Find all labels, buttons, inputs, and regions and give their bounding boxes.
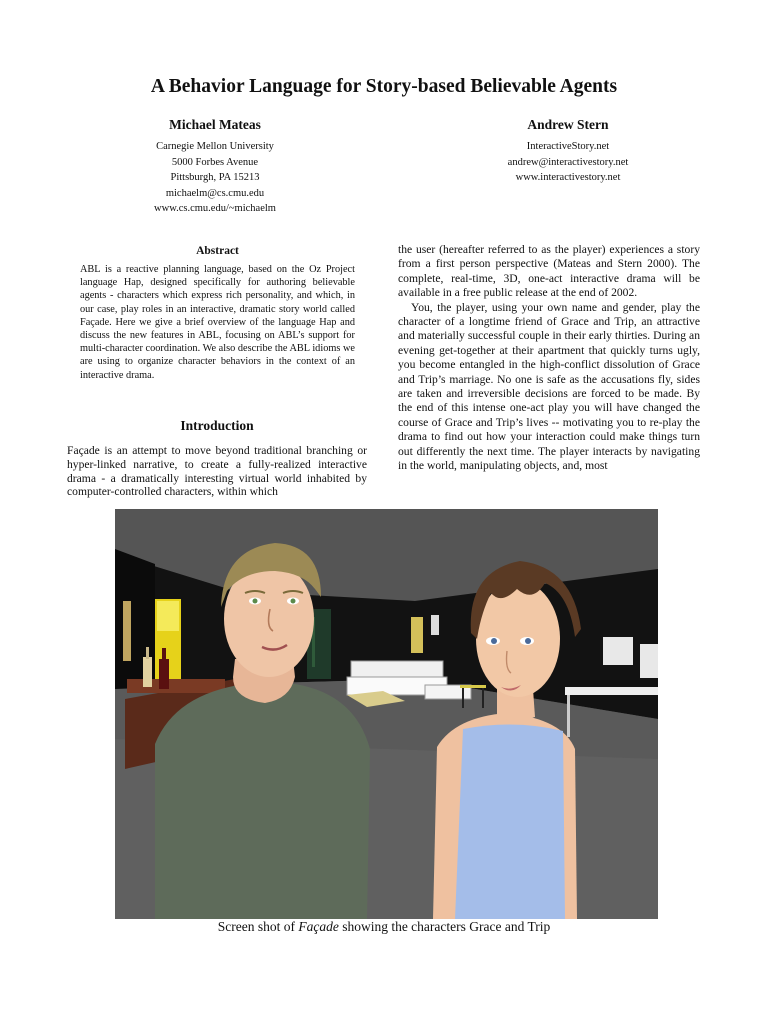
author-block-mateas [110,116,320,217]
abstract-section [80,244,355,382]
introduction-text: Façade is an attempt to move beyond traditional branching or hyper-linked narrative, to create a fully-realized interactive drama - a dramatically interesting virtual world inhabited by computer-controlled characters, within which [67,444,367,499]
right-column-paragraph-2: You, the player, using your own name and gender, play the character of a longtime friend of Grace and Trip, an attractive and materially successful couple in their early thirties. During an evening get-together at their apartment that quickly turns ugly, you become entangled in the high-conflict dissolution of Grace and Trip’s marriage. No one is safe as the accusations fly, sides are taken and irreversible decisions are forced to be made. By the end of this intense one-act play you will have changed the course of Grace and Trip’s lives -- motivating you to re-play the drama to find out how your interaction could make things turn out differently the next time. The player interacts by navigating in the world, manipulating objects, and, most [398,300,700,473]
introduction-heading: Introduction [180,418,254,433]
author-block-stern [458,116,678,186]
facade-scene-illustration [115,509,658,919]
author-affiliation: InteractiveStory.net [526,141,610,152]
author-name: Michael Mateas [169,117,261,132]
right-column-paragraph-1: the user (hereafter referred to as the player) experiences a story from a first person perspective (Mateas and Stern 2000). The complete, real-time, 3D, one-act interactive drama will be available in a free public release at the end of 2002. [398,243,700,300]
author-website: www.interactivestory.net [515,172,621,183]
caption-italic-title: Façade [298,919,339,934]
author-website: www.cs.cmu.edu/~michaelm [154,203,276,214]
author-email: michaelm@cs.cmu.edu [165,187,265,199]
figure-caption [0,918,768,936]
author-name: Andrew Stern [527,117,609,132]
abstract-heading: Abstract [196,245,239,257]
caption-prefix: Screen shot of [217,919,299,934]
introduction-section [67,417,367,499]
author-city: Pittsburgh, PA 15213 [170,172,260,183]
author-address: 5000 Forbes Avenue [171,156,259,168]
author-email: andrew@interactivestory.net [507,156,629,168]
facade-screenshot-figure [115,509,658,919]
abstract-text: ABL is a reactive planning language, based on the Oz Project language Hap, designed specifically for authoring believable agents - characters which express rich personality, and which, in our case, play roles in an interactive, dramatic story world called Façade. Here we give a brief overview of the language Hap and discuss the new features in ABL, focusing on ABL’s support for multi-character coordination. We also describe the ABL idioms we are using to organize character behaviors in the context of an interactive drama. [80,264,355,381]
right-column [398,243,700,474]
author-affiliation: Carnegie Mellon University [156,141,274,152]
caption-suffix: showing the characters Grace and Trip [338,919,551,934]
paper-title: A Behavior Language for Story-based Believable Agents [150,76,618,97]
